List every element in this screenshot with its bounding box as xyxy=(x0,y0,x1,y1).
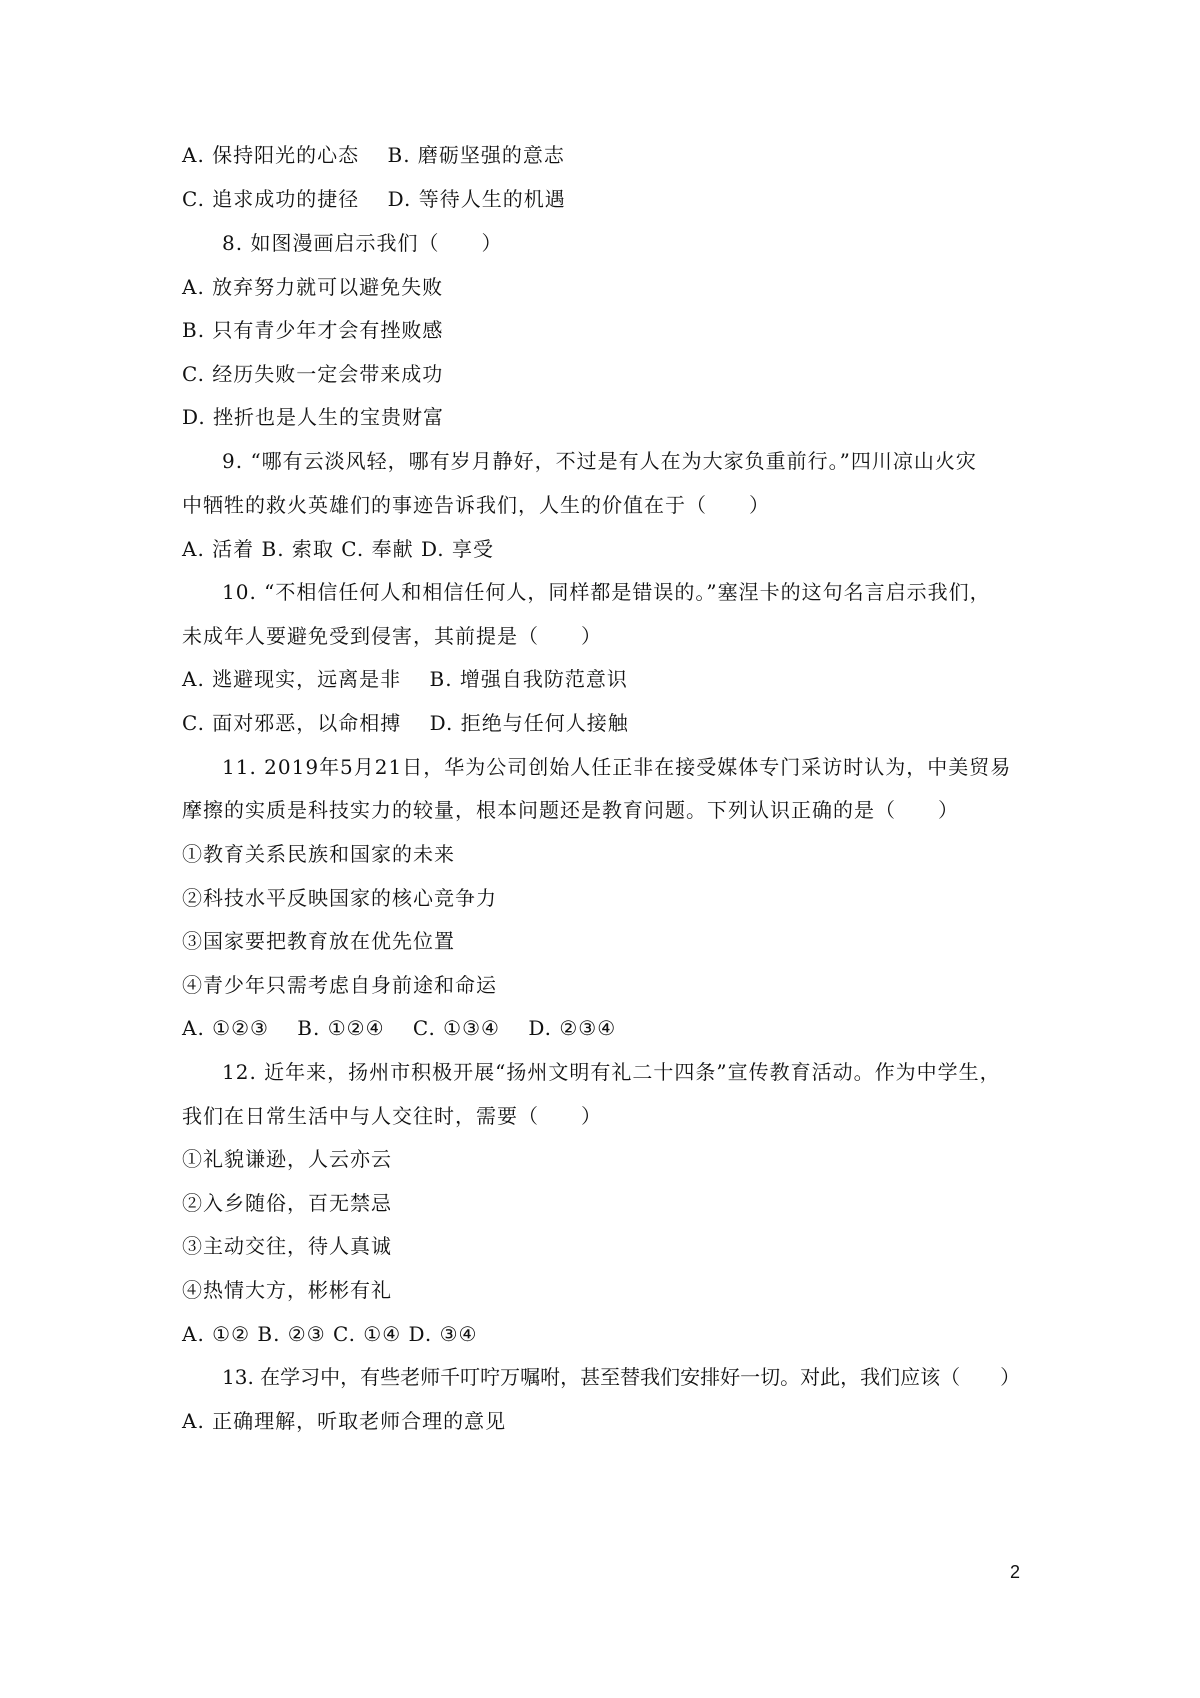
q12-stem-line1: 12. 近年来，扬州市积极开展“扬州文明有礼二十四条”宣传教育活动。作为中学生， xyxy=(222,1060,1001,1084)
q11-statement-2: ②科技水平反映国家的核心竞争力 xyxy=(182,886,497,910)
q11-statement-1: ①教育关系民族和国家的未来 xyxy=(182,842,455,866)
q9-options: A. 活着 B. 索取 C. 奉献 D. 享受 xyxy=(182,537,494,561)
q8-option-a: A. 放弃努力就可以避免失败 xyxy=(182,275,444,299)
q10-stem-line1: 10. “不相信任何人和相信任何人，同样都是错误的。”塞涅卡的这句名言启示我们， xyxy=(222,580,991,604)
q8-option-c: C. 经历失败一定会带来成功 xyxy=(182,362,444,386)
q7-options-cd: C. 追求成功的捷径 D. 等待人生的机遇 xyxy=(182,187,566,211)
q9-stem-line1: 9. “哪有云淡风轻，哪有岁月静好，不过是有人在为大家负重前行。”四川凉山火灾 xyxy=(222,449,977,473)
q7-options-ab: A. 保持阳光的心态 B. 磨砺坚强的意志 xyxy=(182,143,565,167)
q11-stem-line1: 11. 2019年5月21日，华为公司创始人任正非在接受媒体专门采访时认为，中美贸易 xyxy=(222,755,1012,779)
q11-options: A. ①②③ B. ①②④ C. ①③④ D. ②③④ xyxy=(182,1016,617,1040)
q12-stem-line2: 我们在日常生活中与人交往时，需要（ ） xyxy=(182,1104,602,1128)
q13-stem: 13. 在学习中，有些老师千叮咛万嘱咐，甚至替我们安排好一切。对此，我们应该（ ） xyxy=(222,1365,1021,1389)
q11-statement-4: ④青少年只需考虑自身前途和命运 xyxy=(182,973,497,997)
q12-statement-4: ④热情大方，彬彬有礼 xyxy=(182,1278,392,1302)
q10-options-cd: C. 面对邪恶，以命相搏 D. 拒绝与任何人接触 xyxy=(182,711,629,735)
q9-stem-line2: 中牺牲的救火英雄们的事迹告诉我们，人生的价值在于（ ） xyxy=(182,493,770,517)
q10-options-ab: A. 逃避现实，远离是非 B. 增强自我防范意识 xyxy=(182,667,628,691)
q11-statement-3: ③国家要把教育放在优先位置 xyxy=(182,929,455,953)
q8-option-d: D. 挫折也是人生的宝贵财富 xyxy=(182,405,445,429)
q8-stem: 8. 如图漫画启示我们（ ） xyxy=(222,231,503,255)
q13-option-a: A. 正确理解，听取老师合理的意见 xyxy=(182,1409,507,1433)
q12-statement-1: ①礼貌谦逊，人云亦云 xyxy=(182,1147,392,1171)
q11-stem-line2: 摩擦的实质是科技实力的较量，根本问题还是教育问题。下列认识正确的是（ ） xyxy=(182,798,959,822)
q12-statement-3: ③主动交往，待人真诚 xyxy=(182,1234,392,1258)
q10-stem-line2: 未成年人要避免受到侵害，其前提是（ ） xyxy=(182,624,602,648)
q8-option-b: B. 只有青少年才会有挫败感 xyxy=(182,318,444,342)
page-number: 2 xyxy=(1010,1562,1021,1582)
q12-options: A. ①② B. ②③ C. ①④ D. ③④ xyxy=(182,1322,478,1346)
q12-statement-2: ②入乡随俗，百无禁忌 xyxy=(182,1191,392,1215)
